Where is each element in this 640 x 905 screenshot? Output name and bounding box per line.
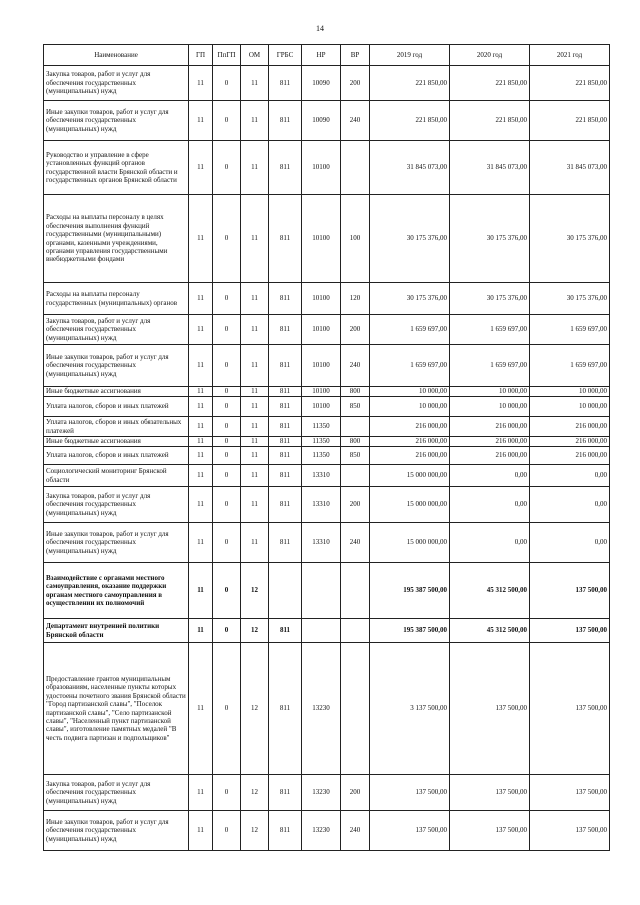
cell-om: 11	[241, 101, 269, 141]
table-row	[44, 417, 610, 437]
cell-ppgp: 0	[213, 447, 241, 465]
table-row	[44, 195, 610, 283]
cell-2020: 30 175 376,00	[450, 283, 530, 315]
cell-ppgp: 0	[213, 417, 241, 437]
cell-2020: 216 000,00	[450, 417, 530, 437]
cell-gp: 11	[189, 643, 213, 775]
cell-om: 11	[241, 345, 269, 387]
cell-2021: 0,00	[530, 487, 610, 523]
cell-gp: 11	[189, 563, 213, 619]
page-number: 14	[316, 24, 324, 33]
cell-nr: 10100	[302, 345, 341, 387]
cell-2021: 137 500,00	[530, 619, 610, 643]
cell-2020: 0,00	[450, 523, 530, 563]
cell-vr: 850	[341, 397, 370, 417]
cell-name: Иные закупки товаров, работ и услуг для обеспечения государственных (муниципальных) нужд	[44, 101, 189, 141]
cell-2020: 31 845 073,00	[450, 141, 530, 195]
cell-2020: 0,00	[450, 465, 530, 487]
cell-2019: 195 387 500,00	[370, 619, 450, 643]
cell-2021: 1 659 697,00	[530, 345, 610, 387]
cell-nr: 10090	[302, 101, 341, 141]
col-header-2021: 2021 год	[530, 45, 610, 66]
cell-ppgp: 0	[213, 437, 241, 447]
cell-vr: 200	[341, 315, 370, 345]
cell-2019: 15 000 000,00	[370, 465, 450, 487]
cell-ppgp: 0	[213, 195, 241, 283]
table-row	[44, 397, 610, 417]
table-row	[44, 811, 610, 851]
cell-2020: 0,00	[450, 487, 530, 523]
cell-2021: 216 000,00	[530, 437, 610, 447]
table-row	[44, 315, 610, 345]
cell-grbs: 811	[269, 101, 302, 141]
cell-grbs: 811	[269, 643, 302, 775]
cell-2021: 221 850,00	[530, 101, 610, 141]
cell-om: 11	[241, 523, 269, 563]
table-row	[44, 141, 610, 195]
cell-ppgp: 0	[213, 101, 241, 141]
cell-2021: 1 659 697,00	[530, 315, 610, 345]
cell-grbs: 811	[269, 397, 302, 417]
cell-nr: 10090	[302, 66, 341, 101]
table-row	[44, 345, 610, 387]
cell-nr: 11350	[302, 437, 341, 447]
table-row	[44, 487, 610, 523]
cell-ppgp: 0	[213, 563, 241, 619]
cell-vr: 200	[341, 66, 370, 101]
cell-2021: 10 000,00	[530, 387, 610, 397]
cell-ppgp: 0	[213, 283, 241, 315]
cell-om: 12	[241, 811, 269, 851]
cell-2021: 10 000,00	[530, 397, 610, 417]
cell-2020: 216 000,00	[450, 437, 530, 447]
cell-2021: 30 175 376,00	[530, 283, 610, 315]
cell-name: Иные закупки товаров, работ и услуг для обеспечения государственных (муниципальных) нужд	[44, 345, 189, 387]
cell-name: Закупка товаров, работ и услуг для обеспечения государственных (муниципальных) нужд	[44, 775, 189, 811]
table-row	[44, 283, 610, 315]
cell-vr	[341, 417, 370, 437]
cell-name: Расходы на выплаты персоналу в целях обеспечения выполнения функций государственными (муниципальными) органами, казенными учреждениями, органами управления государственными внебюджетными фондами	[44, 195, 189, 283]
cell-nr: 10100	[302, 283, 341, 315]
cell-2021: 30 175 376,00	[530, 195, 610, 283]
cell-2020: 216 000,00	[450, 447, 530, 465]
cell-ppgp: 0	[213, 465, 241, 487]
cell-om: 12	[241, 563, 269, 619]
cell-om: 11	[241, 447, 269, 465]
cell-gp: 11	[189, 66, 213, 101]
cell-grbs: 811	[269, 283, 302, 315]
cell-2019: 137 500,00	[370, 775, 450, 811]
table-row	[44, 465, 610, 487]
cell-gp: 11	[189, 345, 213, 387]
table-row	[44, 387, 610, 397]
cell-vr	[341, 619, 370, 643]
cell-ppgp: 0	[213, 66, 241, 101]
cell-name: Социологический мониторинг Брянской области	[44, 465, 189, 487]
cell-2021: 137 500,00	[530, 811, 610, 851]
cell-2019: 216 000,00	[370, 417, 450, 437]
cell-om: 11	[241, 387, 269, 397]
cell-2021: 0,00	[530, 465, 610, 487]
cell-grbs: 811	[269, 619, 302, 643]
cell-grbs: 811	[269, 417, 302, 437]
cell-nr: 13310	[302, 465, 341, 487]
cell-grbs: 811	[269, 345, 302, 387]
cell-name: Закупка товаров, работ и услуг для обеспечения государственных (муниципальных) нужд	[44, 315, 189, 345]
cell-2019: 1 659 697,00	[370, 345, 450, 387]
table-row	[44, 66, 610, 101]
cell-2020: 45 312 500,00	[450, 563, 530, 619]
cell-gp: 11	[189, 437, 213, 447]
col-header-vr: ВР	[341, 45, 370, 66]
cell-vr: 200	[341, 775, 370, 811]
cell-2020: 221 850,00	[450, 101, 530, 141]
col-header-grbs: ГРБС	[269, 45, 302, 66]
cell-grbs: 811	[269, 387, 302, 397]
header-row	[44, 45, 610, 66]
cell-grbs: 811	[269, 195, 302, 283]
cell-2020: 137 500,00	[450, 643, 530, 775]
cell-grbs: 811	[269, 487, 302, 523]
cell-nr: 10100	[302, 141, 341, 195]
cell-nr: 10100	[302, 315, 341, 345]
cell-name: Закупка товаров, работ и услуг для обеспечения государственных (муниципальных) нужд	[44, 487, 189, 523]
cell-om: 12	[241, 619, 269, 643]
cell-2019: 30 175 376,00	[370, 283, 450, 315]
cell-name: Иные бюджетные ассигнования	[44, 437, 189, 447]
cell-2021: 221 850,00	[530, 66, 610, 101]
cell-ppgp: 0	[213, 387, 241, 397]
cell-gp: 11	[189, 387, 213, 397]
cell-nr: 11350	[302, 447, 341, 465]
cell-gp: 11	[189, 487, 213, 523]
cell-name: Иные бюджетные ассигнования	[44, 387, 189, 397]
cell-vr	[341, 563, 370, 619]
cell-vr: 100	[341, 195, 370, 283]
cell-om: 11	[241, 141, 269, 195]
col-header-2020: 2020 год	[450, 45, 530, 66]
cell-name: Предоставление грантов муниципальным образованиям, населенные пункты которых удостоены почетного звания Брянской области "Город партизанской славы", "Поселок партизанской славы", "Село партизанской славы", "Населенный пункт партизанской славы", изготовление памятных медалей "В честь подвига партизан и подпольщиков"	[44, 643, 189, 775]
col-header-om: ОМ	[241, 45, 269, 66]
cell-om: 11	[241, 315, 269, 345]
cell-grbs: 811	[269, 465, 302, 487]
cell-grbs: 811	[269, 447, 302, 465]
cell-2021: 137 500,00	[530, 643, 610, 775]
cell-grbs: 811	[269, 66, 302, 101]
cell-vr	[341, 141, 370, 195]
cell-2021: 0,00	[530, 523, 610, 563]
cell-om: 11	[241, 283, 269, 315]
cell-2021: 31 845 073,00	[530, 141, 610, 195]
cell-ppgp: 0	[213, 811, 241, 851]
cell-2019: 1 659 697,00	[370, 315, 450, 345]
cell-nr: 13230	[302, 643, 341, 775]
cell-nr: 13310	[302, 487, 341, 523]
table-row	[44, 437, 610, 447]
cell-2019: 10 000,00	[370, 397, 450, 417]
table-body	[44, 66, 610, 851]
cell-vr: 120	[341, 283, 370, 315]
budget-table	[43, 44, 610, 851]
cell-2019: 30 175 376,00	[370, 195, 450, 283]
table-row	[44, 447, 610, 465]
cell-om: 11	[241, 437, 269, 447]
cell-2019: 3 137 500,00	[370, 643, 450, 775]
cell-vr: 240	[341, 811, 370, 851]
table-row	[44, 643, 610, 775]
col-header-name: Наименование	[44, 45, 189, 66]
cell-nr: 10100	[302, 387, 341, 397]
cell-gp: 11	[189, 283, 213, 315]
cell-om: 11	[241, 417, 269, 437]
cell-ppgp: 0	[213, 619, 241, 643]
cell-2019: 195 387 500,00	[370, 563, 450, 619]
cell-name: Взаимодействие с органами местного самоуправления, оказание поддержки органам местного самоуправления в осуществлении их полномочий	[44, 563, 189, 619]
cell-ppgp: 0	[213, 487, 241, 523]
cell-2020: 1 659 697,00	[450, 345, 530, 387]
cell-2020: 10 000,00	[450, 387, 530, 397]
table-row	[44, 101, 610, 141]
cell-2019: 15 000 000,00	[370, 523, 450, 563]
cell-2019: 216 000,00	[370, 437, 450, 447]
cell-om: 11	[241, 195, 269, 283]
cell-ppgp: 0	[213, 345, 241, 387]
cell-grbs	[269, 563, 302, 619]
cell-name: Иные закупки товаров, работ и услуг для обеспечения государственных (муниципальных) нужд	[44, 811, 189, 851]
cell-2021: 216 000,00	[530, 447, 610, 465]
cell-grbs: 811	[269, 141, 302, 195]
cell-om: 11	[241, 465, 269, 487]
col-header-ppgp: ПпГП	[213, 45, 241, 66]
cell-grbs: 811	[269, 811, 302, 851]
cell-grbs: 811	[269, 523, 302, 563]
cell-nr: 10100	[302, 397, 341, 417]
cell-nr: 10100	[302, 195, 341, 283]
cell-vr: 240	[341, 101, 370, 141]
cell-gp: 11	[189, 465, 213, 487]
cell-vr: 200	[341, 487, 370, 523]
cell-2019: 31 845 073,00	[370, 141, 450, 195]
cell-vr: 240	[341, 523, 370, 563]
cell-vr: 240	[341, 345, 370, 387]
cell-vr: 800	[341, 387, 370, 397]
cell-ppgp: 0	[213, 643, 241, 775]
cell-nr: 13230	[302, 811, 341, 851]
cell-om: 12	[241, 775, 269, 811]
cell-gp: 11	[189, 141, 213, 195]
cell-gp: 11	[189, 195, 213, 283]
cell-ppgp: 0	[213, 315, 241, 345]
cell-2020: 10 000,00	[450, 397, 530, 417]
cell-gp: 11	[189, 523, 213, 563]
cell-gp: 11	[189, 619, 213, 643]
cell-2020: 45 312 500,00	[450, 619, 530, 643]
table-row	[44, 775, 610, 811]
cell-2020: 221 850,00	[450, 66, 530, 101]
cell-2021: 137 500,00	[530, 775, 610, 811]
cell-gp: 11	[189, 315, 213, 345]
cell-om: 12	[241, 643, 269, 775]
cell-om: 11	[241, 397, 269, 417]
col-header-nr: НР	[302, 45, 341, 66]
cell-vr	[341, 643, 370, 775]
table-row	[44, 523, 610, 563]
cell-grbs: 811	[269, 437, 302, 447]
cell-2020: 137 500,00	[450, 811, 530, 851]
cell-nr	[302, 619, 341, 643]
cell-nr: 13310	[302, 523, 341, 563]
cell-gp: 11	[189, 397, 213, 417]
cell-2019: 221 850,00	[370, 66, 450, 101]
cell-name: Руководство и управление в сфере установленных функций органов государственной власти Брянской области и государственных органов Брянской области	[44, 141, 189, 195]
cell-vr	[341, 465, 370, 487]
cell-gp: 11	[189, 775, 213, 811]
cell-ppgp: 0	[213, 397, 241, 417]
cell-ppgp: 0	[213, 775, 241, 811]
table-row	[44, 619, 610, 643]
cell-ppgp: 0	[213, 523, 241, 563]
cell-2019: 221 850,00	[370, 101, 450, 141]
cell-2021: 137 500,00	[530, 563, 610, 619]
cell-name: Иные закупки товаров, работ и услуг для обеспечения государственных (муниципальных) нужд	[44, 523, 189, 563]
cell-gp: 11	[189, 417, 213, 437]
cell-nr: 11350	[302, 417, 341, 437]
cell-2019: 15 000 000,00	[370, 487, 450, 523]
cell-gp: 11	[189, 101, 213, 141]
cell-name: Расходы на выплаты персоналу государственных (муниципальных) органов	[44, 283, 189, 315]
cell-vr: 850	[341, 447, 370, 465]
col-header-gp: ГП	[189, 45, 213, 66]
cell-2019: 216 000,00	[370, 447, 450, 465]
cell-vr: 800	[341, 437, 370, 447]
cell-nr: 13230	[302, 775, 341, 811]
cell-om: 11	[241, 66, 269, 101]
cell-grbs: 811	[269, 775, 302, 811]
cell-2020: 1 659 697,00	[450, 315, 530, 345]
cell-name: Уплата налогов, сборов и иных обязательных платежей	[44, 417, 189, 437]
cell-om: 11	[241, 487, 269, 523]
cell-2019: 137 500,00	[370, 811, 450, 851]
cell-gp: 11	[189, 447, 213, 465]
col-header-2019: 2019 год	[370, 45, 450, 66]
cell-name: Закупка товаров, работ и услуг для обеспечения государственных (муниципальных) нужд	[44, 66, 189, 101]
cell-2020: 137 500,00	[450, 775, 530, 811]
cell-2021: 216 000,00	[530, 417, 610, 437]
cell-grbs: 811	[269, 315, 302, 345]
cell-2019: 10 000,00	[370, 387, 450, 397]
table-row	[44, 563, 610, 619]
cell-ppgp: 0	[213, 141, 241, 195]
cell-name: Департамент внутренней политики Брянской области	[44, 619, 189, 643]
cell-nr	[302, 563, 341, 619]
cell-name: Уплата налогов, сборов и иных платежей	[44, 447, 189, 465]
cell-2020: 30 175 376,00	[450, 195, 530, 283]
cell-gp: 11	[189, 811, 213, 851]
cell-name: Уплата налогов, сборов и иных платежей	[44, 397, 189, 417]
